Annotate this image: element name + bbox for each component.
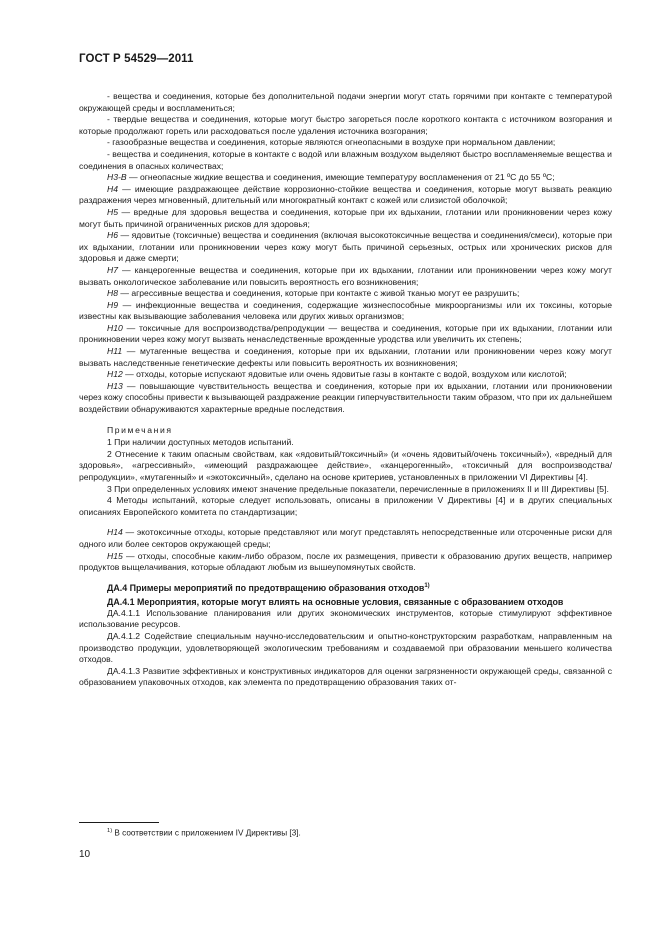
hazard-item-h7	[79, 265, 612, 288]
note-item: 4 Методы испытаний, которые следует использовать, описаны в приложении V Директивы [4] и в других специальных описаниях Европейского комитета по стандартизации;	[79, 495, 612, 517]
paragraph-text: — мутагенные вещества и соединения, которые при их вдыхании, глотании или проникновении через кожу могут вызвать наследственные генетические дефекты или повысить вероятность их возникновения;	[79, 346, 612, 368]
paragraph-text: — имеющие раздражающее действие коррозионно-стойкие вещества и соединения, которые могут вызвать реакцию раздражения через мгновенный, длительный или многократный контакт с кожей или слизистой оболочкой;	[79, 183, 612, 206]
footnote-ref: 1)	[424, 582, 430, 589]
section-title: ДА.4 Примеры мероприятий по предотвращению образования отходов	[107, 582, 425, 593]
hazard-code: Н3-В	[107, 172, 127, 183]
page-number: 10	[79, 849, 91, 860]
paragraph-da412: ДА.4.1.2 Содействие специальным научно-исследовательским и опытно-конструкторским разработкам, направленным на производство продукции, удовлетворяющей экологическим требованиям и создаваемой при образовании меньшего количества отходов.	[79, 630, 612, 665]
hazard-item-h12	[79, 369, 612, 381]
hazard-code: Н4	[107, 183, 118, 194]
hazard-item-h9	[79, 300, 612, 323]
hazard-item-h6	[79, 230, 612, 265]
footnote-text: В соответствии с приложением IV Директивы [3].	[112, 828, 301, 838]
paragraph-text: - твердые вещества и соединения, которые могут быстро загореться после короткого контакта с источником возгорания и которые продолжают гореть или расходоваться после удаления источника возгорания;	[79, 114, 612, 136]
paragraph-text: — ядовитые (токсичные) вещества и соединения (включая высокотоксичные вещества и соединения/смеси), которые при их вдыхании, глотании или проникновении через кожу могут быть причиной серьезных, острых или хронических рисков для здоровья и даже смерти;	[79, 230, 612, 264]
paragraph	[79, 137, 612, 149]
hazard-item-h14	[79, 527, 612, 550]
note-item: 3 При определенных условиях имеют значение предельные показатели, перечисленные в приложениях II и III Директивы [5].	[107, 483, 609, 494]
page-content	[79, 91, 612, 689]
hazard-code: Н11	[107, 346, 123, 357]
paragraph	[79, 114, 612, 137]
paragraph-text: — инфекционные вещества и соединения, содержащие жизнеспособные микроорганизмы или их токсины, которые известны как вызывающие заболевания человека или других живых организмов;	[79, 299, 612, 322]
footnote	[107, 826, 301, 839]
paragraph-text: - вещества и соединения, которые без дополнительной подачи энергии могут стать горячими при контакте с температурой окружающей среды и воспламениться;	[79, 91, 612, 113]
section-heading-da4	[79, 580, 612, 594]
paragraph-text: — вредные для здоровья вещества и соединения, которые при их вдыхании, глотании или проникновении через кожу могут быть причиной ограниченных рисков для здоровья;	[79, 206, 612, 229]
paragraph-text: — экотоксичные отходы, которые представляют или могут представлять непосредственные или отсроченные риски для одного или более секторов окружающей среды;	[79, 527, 612, 549]
paragraph-text: — повышающие чувствительность вещества и соединения, которые при их вдыхании, глотании или проникновении через кожу способны привести к вызывающей раздражение реакции гиперчувствительности таким образом, что при их дальнейшем воздействии обнаруживаются характерные вредные последствия.	[79, 380, 612, 415]
hazard-code: Н9	[107, 299, 118, 310]
section-heading-da41: ДА.4.1 Мероприятия, которые могут влиять на основные условия, связанные с образованием отходов	[107, 596, 564, 607]
paragraph-text: - вещества и соединения, которые в контакте с водой или влажным воздухом выделяют быстро воспламеняемые вещества и соединения в опасных количествах;	[79, 148, 612, 171]
paragraph-text: — агрессивные вещества и соединения, которые при контакте с живой тканью могут ее разрушить;	[118, 288, 520, 299]
paragraph-text: — огнеопасные жидкие вещества и соединения, имеющие температуру воспламенения от 21 ºC до 55 ºC;	[126, 172, 555, 183]
hazard-code: Н7	[107, 264, 118, 275]
paragraph-text: - газообразные вещества и соединения, которые являются огнеопасными в воздухе при нормальном давлении;	[107, 137, 556, 148]
hazard-code: Н14	[107, 527, 123, 538]
hazard-code: Н15	[107, 550, 123, 561]
hazard-code: Н6	[107, 230, 118, 241]
hazard-item-h10	[79, 323, 612, 346]
hazard-list-bottom	[79, 527, 612, 573]
note-item: 1 При наличии доступных методов испытаний.	[107, 437, 294, 448]
paragraph	[79, 91, 612, 114]
paragraph-text: — отходы, которые испускают ядовитые или очень ядовитые газы в контакте с водой, воздухом или кислотой;	[122, 369, 567, 380]
paragraph-da411: ДА.4.1.1 Использование планирования или других экономических инструментов, которые стимулируют эффективное использование ресурсов.	[79, 607, 612, 630]
footnote-divider	[79, 822, 159, 823]
hazard-code: Н8	[107, 288, 118, 299]
hazard-item-h11	[79, 346, 612, 369]
hazard-item-h3b	[79, 172, 612, 184]
hazard-item-h5	[79, 207, 612, 230]
note-item: 2 Отнесение к таким опасным свойствам, как «ядовитый/токсичный» (и «очень ядовитый/очень токсичный»), «вредный для здоровья», «агрессивный», «имеющий раздражающее действие», «канцерогенный», «токсичный для воспроизводства/репродукции», «мутагенный» и «экотоксичный», сделано на основе критериев, установленных в приложении VI Директивы [4].	[79, 448, 612, 482]
standard-header: ГОСТ Р 54529—2011	[79, 53, 194, 65]
hazard-item-h8	[79, 288, 612, 300]
paragraph-text: — канцерогенные вещества и соединения, которые при их вдыхании, глотании или проникновении через кожу могут вызвать онкологическое заболевание или повысить вероятность его возникновения;	[79, 264, 612, 287]
notes-block	[79, 425, 612, 519]
hazard-code: Н13	[107, 380, 123, 391]
paragraph-text: — отходы, способные каким-либо образом, после их размещения, привести к образованию других веществ, например продуктов выщелачивания, которые обладают любым из вышеупомянутых свойств.	[79, 550, 612, 573]
spacer	[79, 518, 612, 527]
hazard-code: Н10	[107, 322, 123, 333]
hazard-code: Н12	[107, 369, 123, 380]
hazard-code: Н5	[107, 206, 118, 217]
paragraph-da413: ДА.4.1.3 Развитие эффективных и конструктивных индикаторов для оценки загрязненности окружающей среды, связанной с образованием упаковочных отходов, как элемента по предотвращению образования таких от-	[79, 665, 612, 688]
hazard-item-h13	[79, 381, 612, 416]
paragraph-text: — токсичные для воспроизводства/репродукции — вещества и соединения, которые при их вдыхании, глотании или проникновении через кожу могут вызвать ненаследственные врожденные уродства или увеличить их степень;	[79, 322, 612, 345]
hazard-item-h4	[79, 184, 612, 207]
hazard-list-top	[79, 91, 612, 416]
hazard-item-h15	[79, 551, 612, 574]
paragraph	[79, 149, 612, 172]
footnote-mark: 1)	[107, 828, 113, 834]
notes-title: Примечания	[107, 424, 173, 435]
